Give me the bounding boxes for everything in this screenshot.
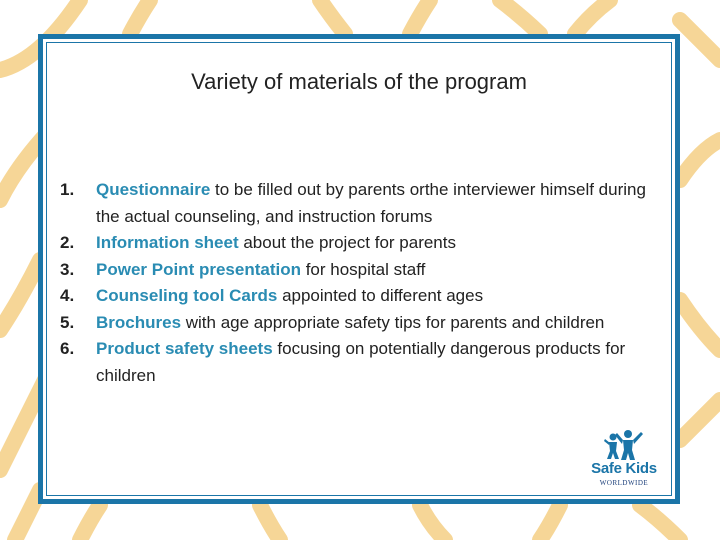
list-item-text: to be filled out by parents orthe interviewer himself during the actual counseling, and instruction forums	[96, 180, 646, 226]
list-item	[60, 230, 660, 257]
list-item	[60, 336, 660, 389]
list-item	[60, 257, 660, 284]
list-item-number: 2.	[60, 233, 75, 252]
list-item-number: 1.	[60, 180, 75, 199]
logo-tagline: WORLDWIDE	[599, 479, 649, 487]
slide-title: Variety of materials of the program	[191, 69, 527, 94]
list-item-keyword: Brochures	[96, 312, 182, 332]
list-item-text: about the project for parents	[238, 233, 456, 252]
list-item-keyword: Information sheet	[96, 233, 239, 252]
list-item-text: appointed to different ages	[277, 286, 484, 305]
list-item-number: 6.	[60, 339, 75, 358]
kids-figures-icon	[583, 429, 665, 461]
slide-frame	[38, 34, 680, 504]
materials-list	[60, 177, 660, 389]
list-item	[60, 177, 660, 230]
safe-kids-logo	[583, 429, 665, 491]
list-item-text: focusing on potentially dangerous products for children	[96, 339, 626, 385]
list-item-text: with age appropriate safety tips for parents and children	[181, 312, 605, 332]
list-item-keyword: Counseling tool Cards	[96, 286, 278, 305]
list-item-number: 4.	[60, 286, 75, 305]
list-item-keyword: Questionnaire	[96, 180, 211, 199]
list-item-number: 5.	[60, 312, 75, 332]
list-item-keyword: Power Point presentation	[96, 259, 301, 279]
logo-name: Safe Kids	[591, 460, 657, 477]
list-item-number: 3.	[60, 259, 75, 279]
list-item	[60, 310, 660, 337]
list-item-text: for hospital staff	[300, 259, 426, 279]
list-item-keyword: Product safety sheets	[96, 339, 273, 358]
list-item	[60, 283, 660, 310]
